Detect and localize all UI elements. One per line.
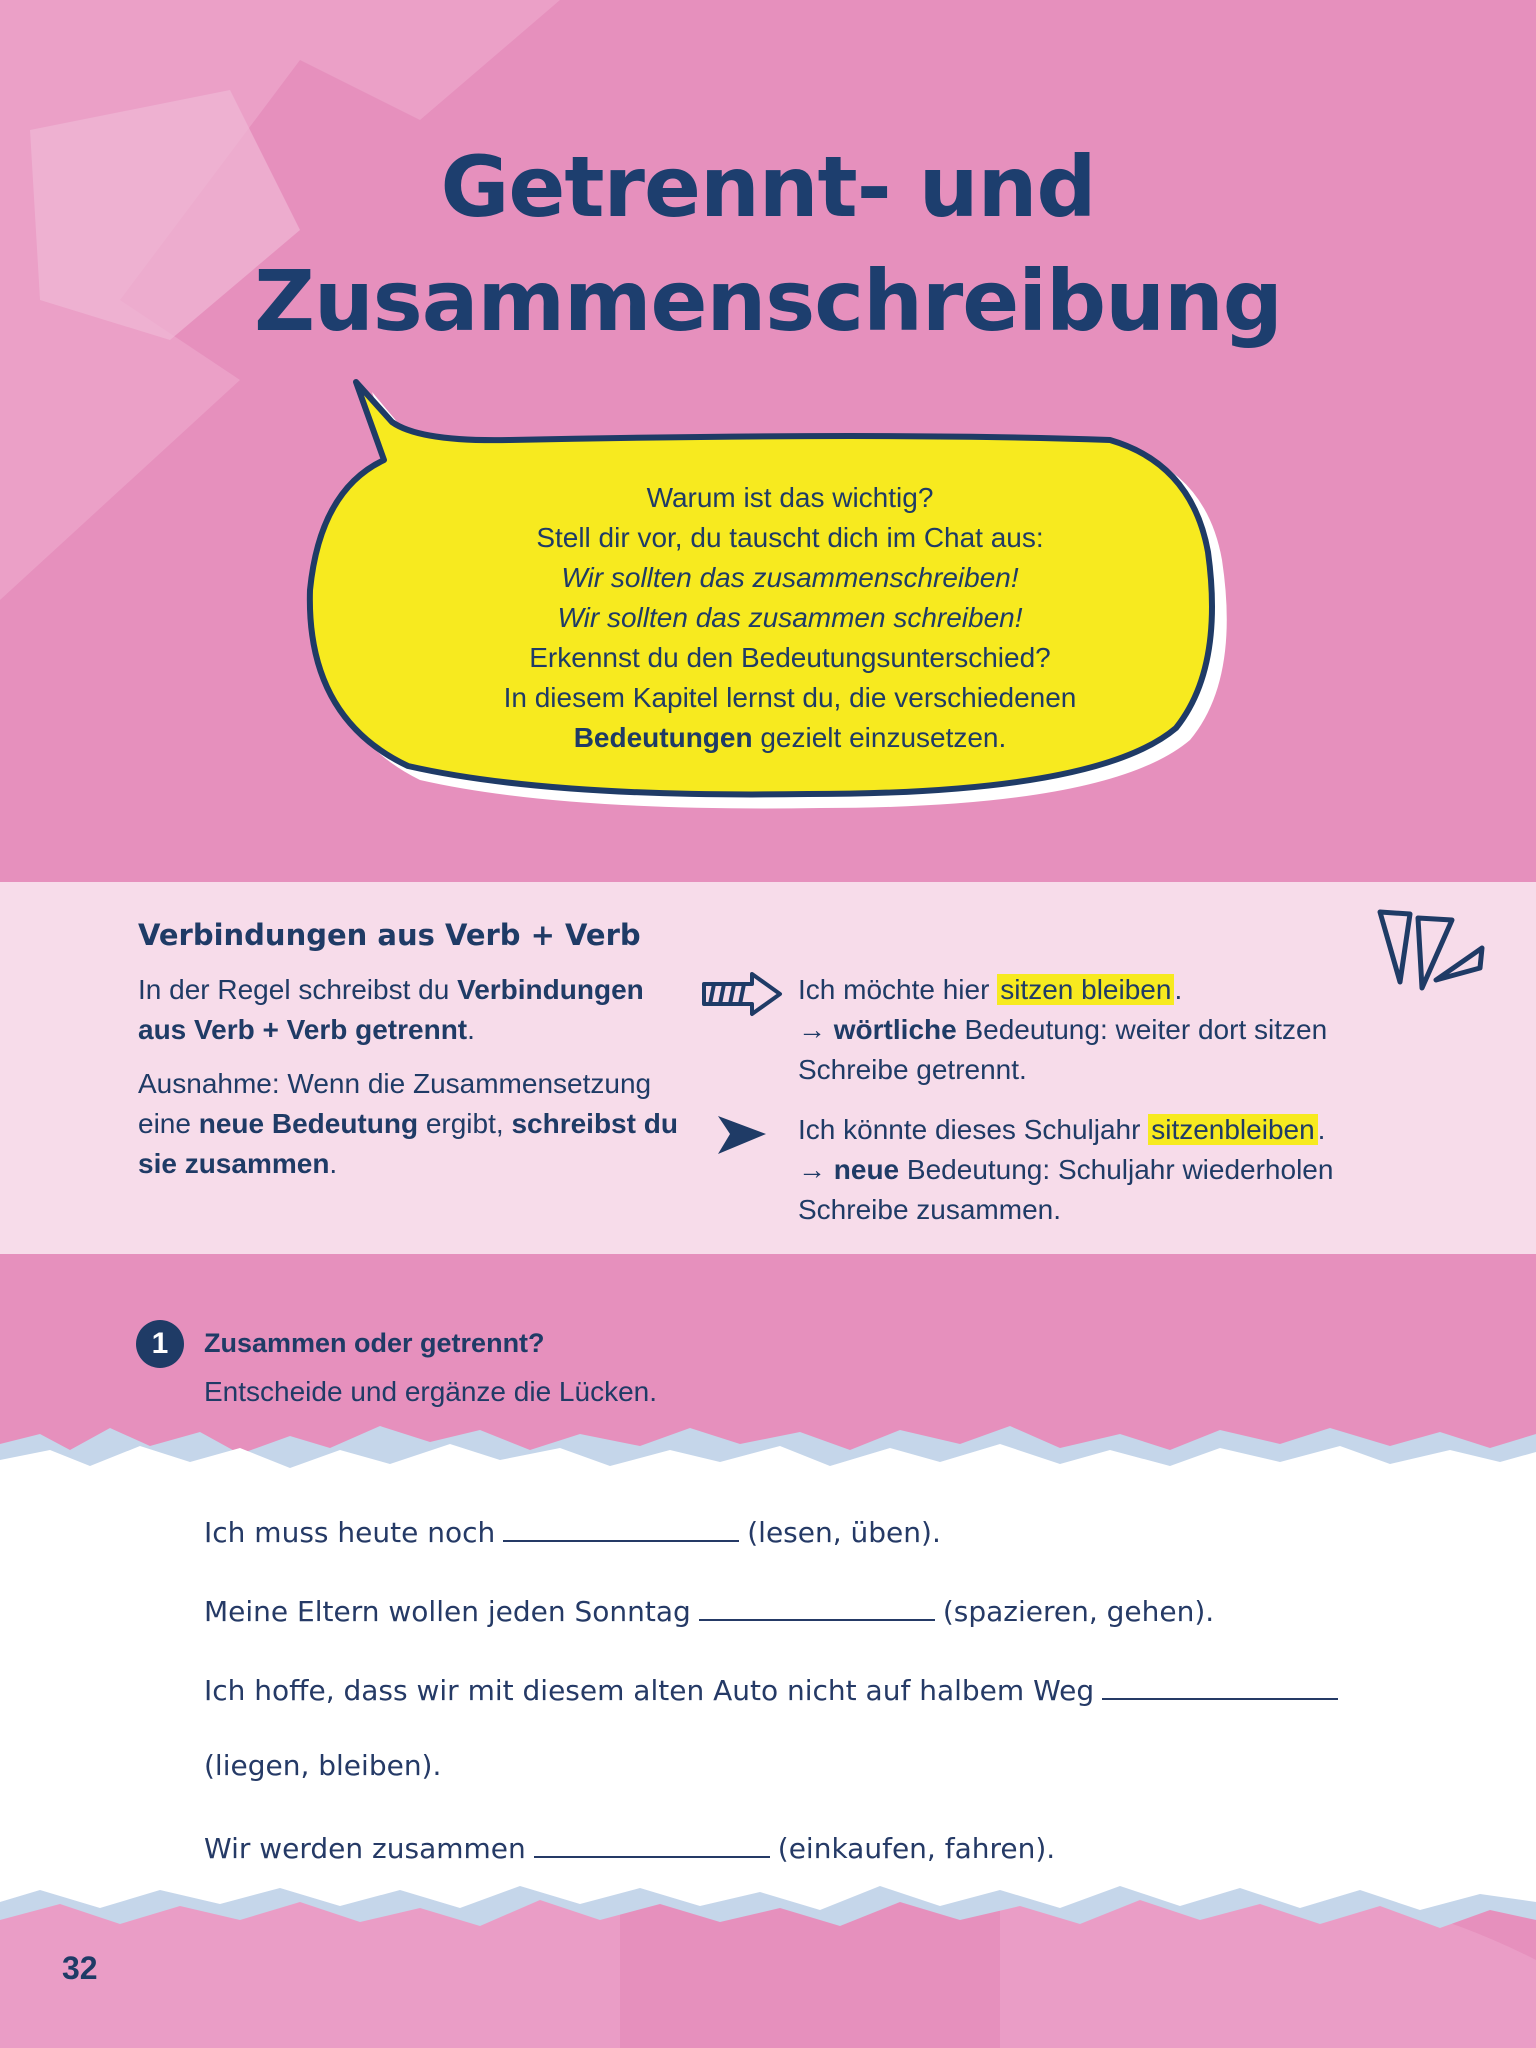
example-2-end: . [1317,1114,1326,1145]
exercise-sentence-4 [204,1828,1384,1865]
task-instruction: Entscheide und ergänze die Lücken. [204,1376,657,1407]
title-line-1: Getrennt- und [440,138,1096,236]
exercise-sentence-3 [204,1670,1384,1707]
task-number-badge: 1 [136,1320,184,1368]
exception-text: Ausnahme: Wenn die Zusammensetzung eine [138,1068,652,1139]
sentence-2-start: Meine Eltern wollen jeden Sonntag [204,1595,691,1628]
intro-bold-word: Bedeutungen [573,722,753,753]
rule-explanation [138,970,698,1198]
example-2-note: Schreibe zusammen. [798,1194,1062,1225]
exception-text-end: . [329,1148,338,1179]
speech-bubble [0,0,1536,900]
sentence-4-hint: (einkaufen, fahren). [777,1832,1056,1865]
intro-line-2: Stell dir vor, du tauscht dich im Chat aus: [536,522,1044,553]
rule-paragraph-1 [138,970,698,1050]
intro-line-1: Warum ist das wichtig? [646,482,934,513]
example-new-meaning [798,1110,1398,1230]
exercise-sentence-3-cont [204,1749,1384,1782]
rule-bold-text: Verbindungen aus Verb + Verb getrennt [138,974,644,1045]
answer-blank-2[interactable] [699,1591,935,1621]
example-1-sentence [798,970,1398,1010]
exception-bold-1: neue Bedeutung [198,1108,419,1139]
intro-line-5: Erkennst du den Bedeutungsunterschied? [529,642,1051,673]
exception-text-mid: ergibt, [418,1108,512,1139]
example-2-meaning [798,1150,1398,1190]
intro-line-7 [400,718,1180,758]
intro-line-7-rest: gezielt einzusetzen. [752,722,1007,753]
title-line-2: Zusammenschreibung [254,252,1282,350]
example-1-note: Schreibe getrennt. [798,1054,1027,1085]
arrow-right-icon: → [798,1154,834,1185]
example-1-bold: wörtliche [833,1014,957,1045]
page-number: 32 [62,1950,98,1986]
example-2-highlight: sitzenbleiben [1148,1114,1317,1145]
answer-blank-1[interactable] [503,1512,739,1542]
example-1-meaning-text: Bedeutung: weiter dort sitzen [956,1014,1328,1045]
rule-text: In der Regel schreibst du [138,974,458,1005]
sentence-4-start: Wir werden zusammen [204,1832,526,1865]
answer-blank-3[interactable] [1102,1670,1338,1700]
rule-heading: Verbindungen aus Verb + Verb [138,918,641,952]
example-2-bold: neue [833,1154,900,1185]
example-1-text: Ich möchte hier [798,974,998,1005]
sentence-1-hint: (lesen, üben). [747,1516,941,1549]
solid-arrow-icon [712,1110,772,1160]
intro-line-6: In diesem Kapitel lernst du, die verschiedenen [503,682,1077,713]
sentence-3-start: Ich hoffe, dass wir mit diesem alten Auto nicht auf halbem Weg [204,1674,1095,1707]
example-2-meaning-text: Bedeutung: Schuljahr wiederholen [899,1154,1334,1185]
answer-blank-4[interactable] [534,1828,770,1858]
example-2-sentence [798,1110,1398,1150]
intro-example-1: Wir sollten das zusammenschreiben! [561,562,1019,593]
exception-bold-2: schreibst du sie zusammen [138,1108,678,1179]
example-1-highlight: sitzen bleiben [997,974,1174,1005]
example-literal [798,970,1398,1090]
sentence-2-hint: (spazieren, gehen). [942,1595,1215,1628]
example-1-meaning [798,1010,1398,1050]
rule-text-end: . [467,1014,475,1045]
intro-example-2: Wir sollten das zusammen schreiben! [557,602,1023,633]
example-1-end: . [1174,974,1183,1005]
sentence-1-start: Ich muss heute noch [204,1516,496,1549]
exercise-sentence-2 [204,1591,1384,1628]
exercise-sentence-1 [204,1512,1384,1549]
intro-text [400,478,1180,758]
striped-arrow-icon [700,970,784,1020]
sentence-3-hint: (liegen, bleiben). [204,1749,442,1782]
example-2-text: Ich könnte dieses Schuljahr [798,1114,1149,1145]
rule-paragraph-2 [138,1064,698,1184]
task-title: Zusammen oder getrennt? [204,1328,545,1358]
arrow-right-icon: → [798,1014,834,1045]
